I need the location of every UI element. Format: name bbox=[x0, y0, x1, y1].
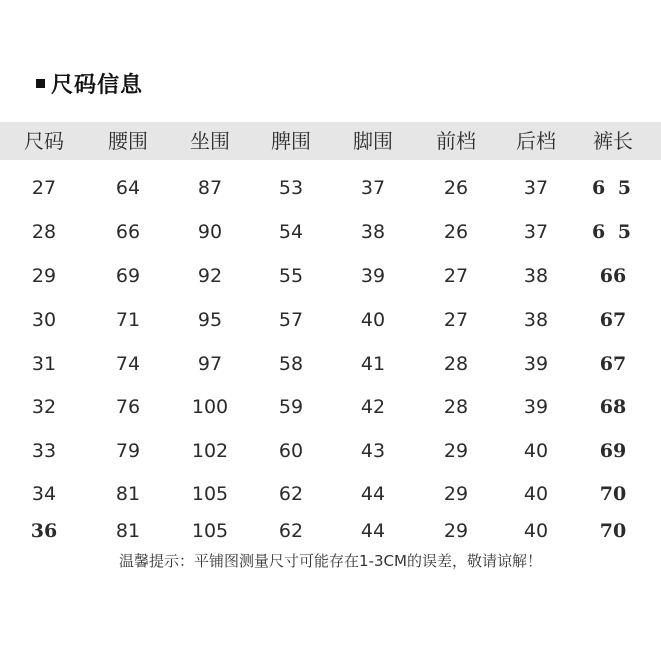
table-header-cell: 坐围 bbox=[190, 129, 230, 153]
table-cell: 102 bbox=[191, 440, 229, 462]
table-cell: 69 bbox=[115, 265, 141, 287]
table-cell: 100 bbox=[191, 396, 229, 418]
table-cell: 105 bbox=[191, 483, 229, 505]
table-cell: 40 bbox=[523, 440, 549, 462]
table-cell: 6 5 bbox=[591, 177, 635, 199]
table-header-cell: 裤长 bbox=[593, 129, 633, 153]
table-cell: 29 bbox=[443, 440, 469, 462]
table-cell: 76 bbox=[115, 396, 141, 418]
table-cell: 29 bbox=[443, 520, 469, 542]
table-cell: 59 bbox=[278, 396, 304, 418]
table-cell: 90 bbox=[197, 221, 223, 243]
table-cell: 62 bbox=[278, 483, 304, 505]
table-cell: 68 bbox=[599, 396, 627, 418]
table-cell: 39 bbox=[523, 353, 549, 375]
table-cell: 66 bbox=[599, 265, 627, 287]
table-cell: 6 5 bbox=[591, 221, 635, 243]
table-cell: 43 bbox=[360, 440, 386, 462]
table-cell: 71 bbox=[115, 309, 141, 331]
table-cell: 74 bbox=[115, 353, 141, 375]
table-cell: 33 bbox=[31, 440, 57, 462]
table-cell: 64 bbox=[115, 177, 141, 199]
table-cell: 40 bbox=[523, 483, 549, 505]
table-cell: 81 bbox=[115, 520, 141, 542]
table-cell: 39 bbox=[523, 396, 549, 418]
table-cell: 28 bbox=[443, 353, 469, 375]
table-cell: 27 bbox=[443, 309, 469, 331]
table-cell: 37 bbox=[523, 177, 549, 199]
table-header-cell: 脾围 bbox=[271, 129, 311, 153]
table-cell: 40 bbox=[523, 520, 549, 542]
table-cell: 62 bbox=[278, 520, 304, 542]
table-header-cell: 腰围 bbox=[108, 129, 148, 153]
table-cell: 92 bbox=[197, 265, 223, 287]
table-cell: 30 bbox=[31, 309, 57, 331]
table-cell: 29 bbox=[31, 265, 57, 287]
table-header-cell: 前档 bbox=[436, 129, 476, 153]
table-cell: 34 bbox=[31, 483, 57, 505]
table-cell: 55 bbox=[278, 265, 304, 287]
table-cell: 38 bbox=[523, 309, 549, 331]
table-cell: 67 bbox=[599, 309, 627, 331]
table-cell: 69 bbox=[599, 440, 627, 462]
table-cell: 97 bbox=[197, 353, 223, 375]
table-cell: 29 bbox=[443, 483, 469, 505]
table-cell: 105 bbox=[191, 520, 229, 542]
table-header-cell: 尺码 bbox=[24, 129, 64, 153]
table-cell: 38 bbox=[523, 265, 549, 287]
table-cell: 95 bbox=[197, 309, 223, 331]
table-cell: 38 bbox=[360, 221, 386, 243]
table-cell: 87 bbox=[197, 177, 223, 199]
section-title bbox=[36, 68, 143, 99]
table-cell: 81 bbox=[115, 483, 141, 505]
table-cell: 41 bbox=[360, 353, 386, 375]
table-cell: 31 bbox=[31, 353, 57, 375]
bullet-square-icon bbox=[36, 79, 45, 88]
table-cell: 40 bbox=[360, 309, 386, 331]
table-cell: 39 bbox=[360, 265, 386, 287]
table-cell: 37 bbox=[360, 177, 386, 199]
table-cell: 79 bbox=[115, 440, 141, 462]
table-cell: 67 bbox=[599, 353, 627, 375]
table-cell: 66 bbox=[115, 221, 141, 243]
table-cell: 54 bbox=[278, 221, 304, 243]
table-cell: 27 bbox=[443, 265, 469, 287]
table-cell: 27 bbox=[31, 177, 57, 199]
table-cell: 26 bbox=[443, 221, 469, 243]
section-title-text: 尺码信息 bbox=[51, 73, 144, 98]
table-cell: 53 bbox=[278, 177, 304, 199]
table-cell: 42 bbox=[360, 396, 386, 418]
table-cell: 28 bbox=[31, 221, 57, 243]
table-header-cell: 后档 bbox=[516, 129, 556, 153]
table-cell: 32 bbox=[31, 396, 57, 418]
table-cell: 36 bbox=[30, 520, 58, 542]
table-header-cell: 脚围 bbox=[353, 129, 393, 153]
table-cell: 28 bbox=[443, 396, 469, 418]
table-cell: 60 bbox=[278, 440, 304, 462]
table-cell: 57 bbox=[278, 309, 304, 331]
table-cell: 44 bbox=[360, 483, 386, 505]
table-cell: 70 bbox=[599, 520, 627, 542]
table-cell: 37 bbox=[523, 221, 549, 243]
table-cell: 58 bbox=[278, 353, 304, 375]
table-cell: 70 bbox=[599, 483, 627, 505]
measurement-note: 温馨提示：平铺图测量尺寸可能存在1-3CM的误差，敬请谅解！ bbox=[119, 552, 542, 570]
table-cell: 44 bbox=[360, 520, 386, 542]
table-cell: 26 bbox=[443, 177, 469, 199]
